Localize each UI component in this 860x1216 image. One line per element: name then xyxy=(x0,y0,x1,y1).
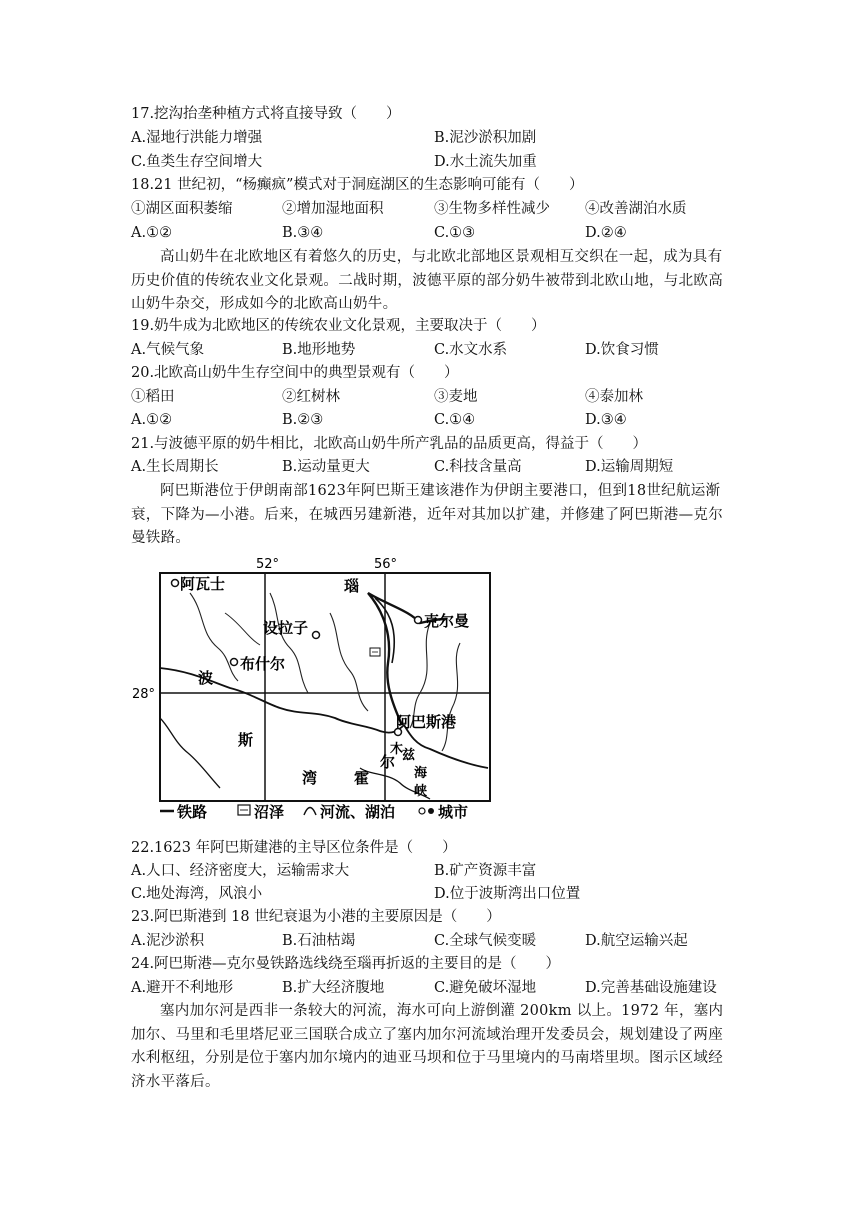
q19-option-b: B.地形地势 xyxy=(282,342,356,358)
label-strait-4: 兹 xyxy=(402,748,416,763)
q18-stem: 18.21 世纪初，“杨癫疯”模式对于洞庭湖区的生态影响可能有（ ） xyxy=(131,177,584,193)
q18-option-a: A.①② xyxy=(131,225,173,241)
label-shiraz: 设拉子 xyxy=(263,619,309,637)
label-gulf-2: 斯 xyxy=(238,731,254,749)
label-nao: 瑙 xyxy=(344,577,360,595)
label-bandar-abbas: 阿巴斯港 xyxy=(396,713,457,731)
map-legend xyxy=(160,803,468,821)
label-strait-3: 木 xyxy=(390,742,404,757)
city-bushehr-icon xyxy=(231,659,238,666)
city-legend-icon-dot xyxy=(428,808,434,814)
q20-option-d: D.③④ xyxy=(585,412,627,428)
q21-option-c: C.科技含量高 xyxy=(434,459,522,475)
label-gulf-1: 波 xyxy=(198,669,214,687)
q23-option-d: D.航空运输兴起 xyxy=(585,933,688,949)
q24-option-c: C.避免破坏湿地 xyxy=(434,980,537,996)
label-strait-1: 霍 xyxy=(354,769,370,787)
q19-option-c: C.水文水系 xyxy=(434,342,508,358)
q23-option-c: C.全球气候变暖 xyxy=(434,933,537,949)
q24-option-b: B.扩大经济腹地 xyxy=(282,980,385,996)
label-ahvaz: 阿瓦士 xyxy=(180,575,226,593)
label-lat-28: 28° xyxy=(132,687,156,702)
q24-option-a: A.避开不利地形 xyxy=(131,980,234,996)
q19-option-d: D.饮食习惯 xyxy=(585,342,659,358)
legend-swamp: 沼泽 xyxy=(254,803,285,821)
q17-stem: 17.挖沟抬垄种植方式将直接导致（ ） xyxy=(131,106,401,122)
q20-item-4: ④泰加林 xyxy=(585,389,643,405)
q20-item-3: ③麦地 xyxy=(434,389,478,405)
q21-option-a: A.生长周期长 xyxy=(131,459,219,475)
q20-stem: 20.北欧高山奶牛生存空间中的典型景观有（ ） xyxy=(131,365,459,381)
q24-stem: 24.阿巴斯港—克尔曼铁路选线绕至瑙再折返的主要目的是（ ） xyxy=(131,956,561,972)
q21-option-d: D.运输周期短 xyxy=(585,459,674,475)
passage-senegal-river: 塞内加尔河是西非一条较大的河流，海水可向上游倒灌 200km 以上。1972 年，塞内加尔、马里和毛里塔尼亚三国联合成立了塞内加尔河流域治理开发委员会，规划建设了两座水利枢纽，分别是位于塞内加尔境内的迪亚马坝和位于马里境内的马南塔里坝。图示区域经济水平落后。 xyxy=(131,1003,724,1090)
q20-option-a: A.①② xyxy=(131,412,173,428)
q21-option-b: B.运动量更大 xyxy=(282,459,370,475)
legend-railway: 铁路 xyxy=(177,803,208,821)
label-bushehr: 布什尔 xyxy=(240,655,286,673)
city-ahvaz-icon xyxy=(172,580,179,587)
label-strait-6: 峡 xyxy=(414,784,428,799)
q22-option-c: C.地处海湾，风浪小 xyxy=(131,886,263,902)
label-lon-56: 56° xyxy=(374,557,398,572)
passage-alpine-cattle: 高山奶牛在北欧地区有着悠久的历史，与北欧北部地区景观相互交织在一起，成为具有历史价值的传统农业文化景观。二战时期，波德平原的部分奶牛被带到北欧山地，与北欧高山奶牛杂交，形成如今的北欧高山奶牛。 xyxy=(131,249,723,312)
label-strait-5: 海 xyxy=(414,766,428,781)
q18-option-d: D.②④ xyxy=(585,225,627,241)
q20-item-2: ②红树林 xyxy=(282,389,340,405)
bandar-abbas-map xyxy=(130,553,492,835)
map-frame xyxy=(160,573,490,801)
q18-option-b: B.③④ xyxy=(282,225,324,241)
q23-option-a: A.泥沙淤积 xyxy=(131,933,205,949)
label-lon-52: 52° xyxy=(256,557,280,572)
q19-stem: 19.奶牛成为北欧地区的传统农业文化景观，主要取决于（ ） xyxy=(131,318,546,334)
passage-bandar-abbas: 阿巴斯港位于伊朗南部1623年阿巴斯王建该港作为伊朗主要港口，但到18世纪航运渐衰，下降为—小港。后来，在城西另建新港，近年对其加以扩建，并修建了阿巴斯港—克尔曼铁路。 xyxy=(131,483,723,546)
river-legend-icon xyxy=(304,808,316,816)
q17-option-c: C.鱼类生存空间增大 xyxy=(131,154,263,170)
q24-option-d: D.完善基础设施建设 xyxy=(585,980,717,996)
label-gulf-3: 湾 xyxy=(302,769,318,787)
q17-option-d: D.水土流失加重 xyxy=(434,154,537,170)
q19-option-a: A.气候气象 xyxy=(131,342,205,358)
city-legend-icon xyxy=(419,808,425,814)
q17-option-a: A.湿地行洪能力增强 xyxy=(131,130,263,146)
q23-stem: 23.阿巴斯港到 18 世纪衰退为小港的主要原因是（ ） xyxy=(131,909,501,925)
q20-option-b: B.②③ xyxy=(282,412,324,428)
q20-option-c: C.①④ xyxy=(434,412,476,428)
q18-item-1: ①湖区面积萎缩 xyxy=(131,201,233,217)
city-kerman-icon xyxy=(415,617,422,624)
q18-item-2: ②增加湿地面积 xyxy=(282,201,384,217)
q22-option-b: B.矿产资源丰富 xyxy=(434,863,537,879)
q18-item-4: ④改善湖泊水质 xyxy=(585,201,687,217)
legend-city: 城市 xyxy=(438,803,469,821)
legend-river: 河流、湖泊 xyxy=(320,803,396,821)
q20-item-1: ①稻田 xyxy=(131,389,175,405)
label-strait-2: 尔 xyxy=(380,753,396,771)
q22-stem: 22.1623 年阿巴斯建港的主导区位条件是（ ） xyxy=(131,840,457,856)
q18-option-c: C.①③ xyxy=(434,225,476,241)
q17-option-b: B.泥沙淤积加剧 xyxy=(434,130,537,146)
q23-option-b: B.石油枯竭 xyxy=(282,933,356,949)
q18-item-3: ③生物多样性减少 xyxy=(434,201,550,217)
label-kerman: 克尔曼 xyxy=(424,612,470,630)
city-shiraz-icon xyxy=(313,632,320,639)
q22-option-a: A.人口、经济密度大，运输需求大 xyxy=(131,863,350,879)
q21-stem: 21.与波德平原的奶牛相比，北欧高山奶牛所产乳品的品质更高，得益于（ ） xyxy=(131,436,648,452)
q22-option-d: D.位于波斯湾出口位置 xyxy=(434,886,581,902)
